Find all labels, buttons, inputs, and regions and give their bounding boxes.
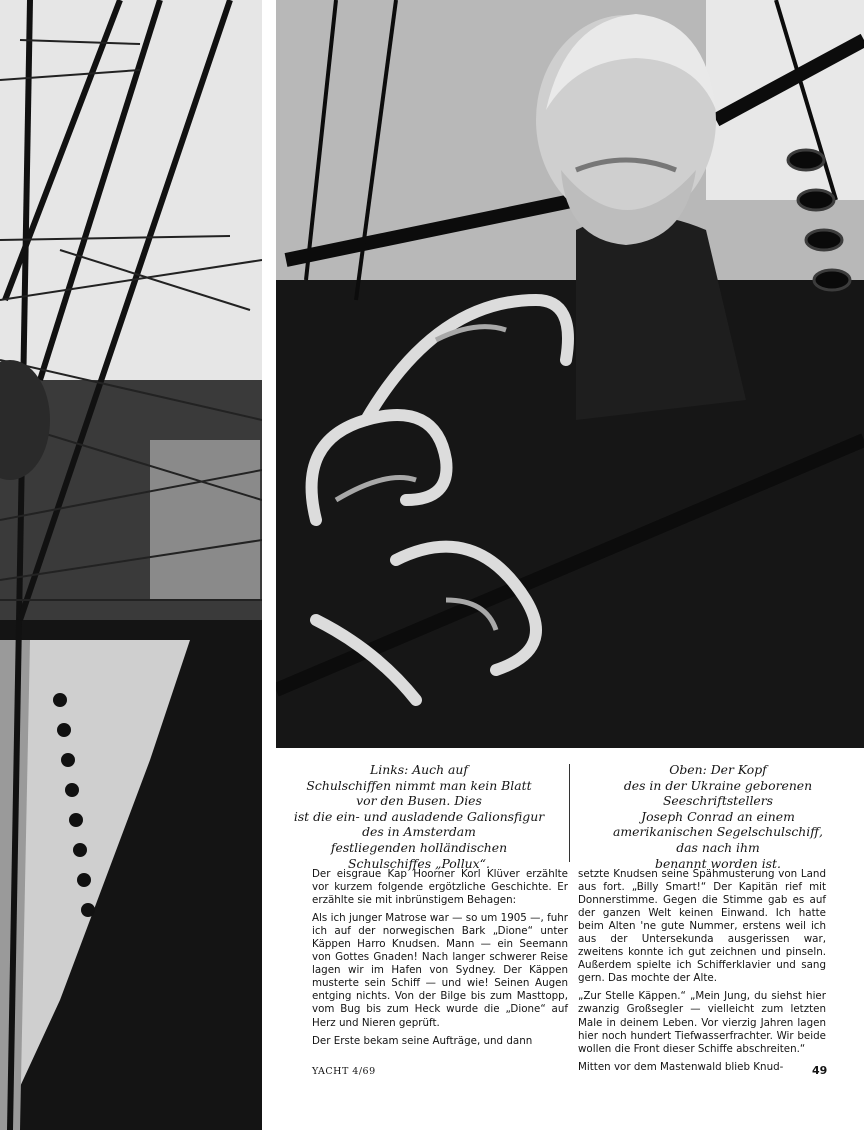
caption-left-line: vor den Busen. Dies bbox=[356, 793, 482, 809]
caption-right bbox=[578, 762, 858, 871]
article-column-right bbox=[578, 868, 826, 1079]
caption-right-line: amerikanischen Segelschulschiff, bbox=[613, 824, 823, 840]
magazine-issue: YACHT 4/69 bbox=[312, 1066, 376, 1077]
photo-conrad-figurehead bbox=[276, 0, 864, 748]
caption-right-line: Joseph Conrad an einem bbox=[641, 808, 795, 824]
article-paragraph: Mitten vor dem Mastenwald blieb Knud- bbox=[578, 1060, 784, 1073]
caption-right-line: des in der Ukraine geborenen bbox=[623, 777, 813, 793]
photo-pollux-bow bbox=[0, 0, 262, 1130]
page-number: 49 bbox=[812, 1064, 828, 1077]
caption-left bbox=[280, 762, 558, 871]
caption-divider bbox=[569, 764, 570, 862]
article-paragraph: Der Erste bekam seine Aufträge, und dann bbox=[312, 1034, 533, 1047]
caption-left-line: festliegenden holländischen bbox=[330, 839, 508, 855]
caption-left-line: Schulschiffen nimmt man kein Blatt bbox=[306, 777, 532, 793]
caption-right-line: Seeschriftstellers bbox=[662, 793, 774, 809]
caption-right-line: Oben: Der Kopf bbox=[669, 762, 767, 777]
article-paragraph: „Zur Stelle Käppen.“ „Mein Jung, du siehst hier zwanzig Großsegler — vielleicht zum letzten Male in deinem Leben. Vor vierzig Jahren lagen hier noch hundert Tiefwasserfrachter. Wir beide wollen die Front dieser Schiffe abschreiten.“ bbox=[578, 990, 826, 1055]
caption-left-line: ist die ein- und ausladende Galionsfigur bbox=[293, 808, 545, 824]
article-paragraph: setzte Knudsen seine Spähmusterung von Land aus fort. „Billy Smart!“ Der Kapitän rief mit Donnerstimme. Gegen die Stimme gab es auf der ganzen Welt keinen Einwand. Ich hatte beim Alten 'ne gute Nummer, erstens weil ich aus der Untersekunda ausgerissen war, zweitens konnte ich gut zeichnen und pinseln. Außerdem spielte ich Schifferklavier und sang gern. Das mochte der Alte. bbox=[578, 868, 826, 985]
caption-left-line: des in Amsterdam bbox=[362, 824, 476, 840]
caption-right-line: benannt worden ist. bbox=[655, 855, 781, 871]
caption-left-line: Schulschiffes „Pollux“. bbox=[348, 855, 490, 871]
article-column-left bbox=[312, 868, 568, 1053]
article-paragraph: Der eisgraue Kap Hoorner Korl Klüver erzählte vor kurzem folgende ergötzliche Geschichte. Er erzählte sie mit inbrünstigem Behagen: bbox=[312, 868, 568, 907]
article-paragraph: Als ich junger Matrose war — so um 1905 —, fuhr ich auf der norwegischen Bark „Dione“ unter Käppen Harro Knudsen. Mann — ein Seemann von Gottes Gnaden! Nach langer schwerer Reise lagen wir im Hafen von Sydney. Der Käppen musterte sein Schiff — und wie! Seinen Augen entging nichts. Von der Bilge bis zum Masttopp, vom Bug bis zum Heck wurde die „Dione“ auf Herz und Nieren geprüft. bbox=[312, 912, 568, 1029]
caption-left-line: Links: Auch auf bbox=[370, 762, 468, 777]
caption-right-line: das nach ihm bbox=[676, 839, 760, 855]
